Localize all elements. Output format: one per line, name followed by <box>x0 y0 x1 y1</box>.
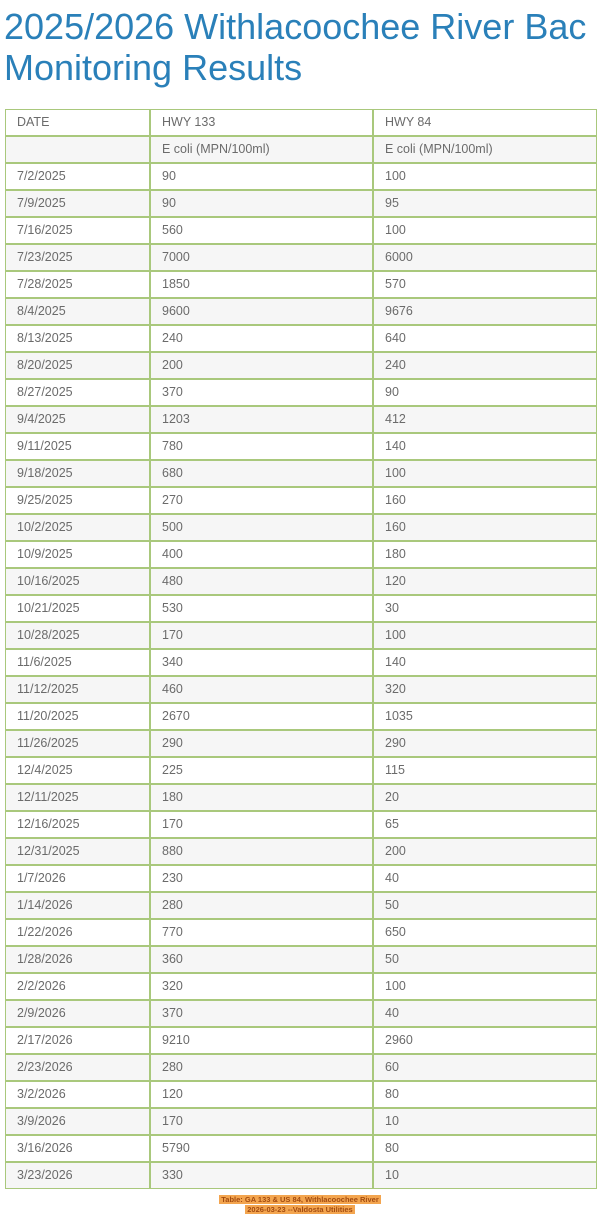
cell-date: 10/21/2025 <box>5 595 150 622</box>
table-row <box>5 784 597 811</box>
cell-date: 2/2/2026 <box>5 973 150 1000</box>
cell-hwy133: 360 <box>150 946 373 973</box>
cell-date: 9/4/2025 <box>5 406 150 433</box>
cell-date: 10/28/2025 <box>5 622 150 649</box>
page-title-line-2: Monitoring Results <box>4 47 303 88</box>
cell-hwy133: 170 <box>150 811 373 838</box>
table-row <box>5 190 597 217</box>
page-title <box>4 6 600 88</box>
table-row <box>5 865 597 892</box>
cell-date: 7/2/2025 <box>5 163 150 190</box>
cell-hwy84: 100 <box>373 973 597 1000</box>
cell-hwy133: 9210 <box>150 1027 373 1054</box>
cell-hwy84: 6000 <box>373 244 597 271</box>
cell-hwy133: 9600 <box>150 298 373 325</box>
cell-hwy133: 225 <box>150 757 373 784</box>
cell-hwy133: 1203 <box>150 406 373 433</box>
table-row <box>5 919 597 946</box>
cell-hwy84: 10 <box>373 1108 597 1135</box>
cell-hwy84: 30 <box>373 595 597 622</box>
cell-hwy133: 290 <box>150 730 373 757</box>
table-row <box>5 352 597 379</box>
cell-hwy84: 140 <box>373 649 597 676</box>
cell-hwy133: 880 <box>150 838 373 865</box>
cell-date: 12/11/2025 <box>5 784 150 811</box>
cell-hwy84: 50 <box>373 946 597 973</box>
cell-hwy133: 400 <box>150 541 373 568</box>
table-header-row <box>5 109 597 136</box>
table-row <box>5 568 597 595</box>
table-row <box>5 838 597 865</box>
cell-hwy84: 10 <box>373 1162 597 1189</box>
cell-date: 3/23/2026 <box>5 1162 150 1189</box>
cell-hwy133: 780 <box>150 433 373 460</box>
table-row <box>5 460 597 487</box>
table-row <box>5 379 597 406</box>
subheader-ecoli-hwy133: E coli (MPN/100ml) <box>150 136 373 163</box>
table-caption <box>0 1195 600 1215</box>
cell-date: 8/27/2025 <box>5 379 150 406</box>
table-row <box>5 811 597 838</box>
cell-hwy84: 240 <box>373 352 597 379</box>
subheader-ecoli-hwy84: E coli (MPN/100ml) <box>373 136 597 163</box>
table-row <box>5 757 597 784</box>
cell-hwy133: 330 <box>150 1162 373 1189</box>
cell-hwy84: 80 <box>373 1081 597 1108</box>
cell-hwy84: 100 <box>373 622 597 649</box>
table-subheader-row <box>5 136 597 163</box>
cell-date: 12/16/2025 <box>5 811 150 838</box>
table-row <box>5 1108 597 1135</box>
cell-date: 1/14/2026 <box>5 892 150 919</box>
cell-hwy133: 500 <box>150 514 373 541</box>
table-row <box>5 703 597 730</box>
cell-hwy133: 530 <box>150 595 373 622</box>
page-title-line-1: 2025/2026 Withlacoochee River Bac <box>4 6 587 47</box>
cell-hwy84: 50 <box>373 892 597 919</box>
cell-date: 7/16/2025 <box>5 217 150 244</box>
cell-hwy84: 60 <box>373 1054 597 1081</box>
cell-hwy84: 290 <box>373 730 597 757</box>
column-header-date: DATE <box>5 109 150 136</box>
cell-hwy84: 140 <box>373 433 597 460</box>
cell-date: 3/16/2026 <box>5 1135 150 1162</box>
cell-hwy84: 200 <box>373 838 597 865</box>
table-row <box>5 1054 597 1081</box>
table-row <box>5 973 597 1000</box>
cell-date: 9/18/2025 <box>5 460 150 487</box>
cell-hwy133: 370 <box>150 379 373 406</box>
cell-hwy84: 65 <box>373 811 597 838</box>
cell-hwy84: 640 <box>373 325 597 352</box>
table-row <box>5 217 597 244</box>
cell-date: 11/26/2025 <box>5 730 150 757</box>
cell-hwy84: 9676 <box>373 298 597 325</box>
cell-date: 3/2/2026 <box>5 1081 150 1108</box>
cell-date: 10/9/2025 <box>5 541 150 568</box>
cell-hwy84: 570 <box>373 271 597 298</box>
cell-hwy133: 320 <box>150 973 373 1000</box>
table-row <box>5 1081 597 1108</box>
cell-hwy84: 80 <box>373 1135 597 1162</box>
cell-hwy133: 1850 <box>150 271 373 298</box>
cell-hwy133: 340 <box>150 649 373 676</box>
cell-hwy84: 120 <box>373 568 597 595</box>
table-row <box>5 1027 597 1054</box>
cell-hwy84: 95 <box>373 190 597 217</box>
cell-hwy133: 170 <box>150 1108 373 1135</box>
cell-hwy133: 370 <box>150 1000 373 1027</box>
table-row <box>5 622 597 649</box>
cell-hwy84: 100 <box>373 217 597 244</box>
table-row <box>5 163 597 190</box>
cell-hwy133: 120 <box>150 1081 373 1108</box>
table-row <box>5 946 597 973</box>
cell-hwy133: 280 <box>150 892 373 919</box>
caption-line-2 <box>0 1205 600 1215</box>
table-row <box>5 1135 597 1162</box>
cell-date: 1/28/2026 <box>5 946 150 973</box>
cell-hwy84: 40 <box>373 1000 597 1027</box>
cell-hwy133: 170 <box>150 622 373 649</box>
cell-date: 2/17/2026 <box>5 1027 150 1054</box>
cell-hwy84: 160 <box>373 487 597 514</box>
cell-hwy84: 160 <box>373 514 597 541</box>
cell-date: 7/28/2025 <box>5 271 150 298</box>
cell-hwy84: 650 <box>373 919 597 946</box>
column-header-hwy133: HWY 133 <box>150 109 373 136</box>
cell-hwy133: 7000 <box>150 244 373 271</box>
table-row <box>5 244 597 271</box>
cell-date: 8/20/2025 <box>5 352 150 379</box>
cell-hwy84: 90 <box>373 379 597 406</box>
cell-hwy84: 20 <box>373 784 597 811</box>
cell-date: 7/23/2025 <box>5 244 150 271</box>
cell-hwy133: 180 <box>150 784 373 811</box>
table-body <box>5 163 597 1189</box>
cell-date: 1/7/2026 <box>5 865 150 892</box>
table-row <box>5 433 597 460</box>
table-row <box>5 676 597 703</box>
column-header-hwy84: HWY 84 <box>373 109 597 136</box>
cell-hwy133: 560 <box>150 217 373 244</box>
cell-hwy133: 270 <box>150 487 373 514</box>
cell-hwy84: 412 <box>373 406 597 433</box>
table-row <box>5 1000 597 1027</box>
cell-hwy133: 680 <box>150 460 373 487</box>
table-row <box>5 325 597 352</box>
cell-hwy84: 320 <box>373 676 597 703</box>
cell-hwy84: 115 <box>373 757 597 784</box>
cell-date: 8/13/2025 <box>5 325 150 352</box>
cell-hwy133: 90 <box>150 190 373 217</box>
cell-date: 1/22/2026 <box>5 919 150 946</box>
table-row <box>5 487 597 514</box>
cell-hwy133: 230 <box>150 865 373 892</box>
cell-hwy84: 100 <box>373 460 597 487</box>
table-row <box>5 514 597 541</box>
table-row <box>5 1162 597 1189</box>
cell-hwy84: 1035 <box>373 703 597 730</box>
cell-date: 3/9/2026 <box>5 1108 150 1135</box>
table-row <box>5 406 597 433</box>
cell-date: 11/20/2025 <box>5 703 150 730</box>
caption-line-2-text: 2026-03-23 --Valdosta Utilities <box>247 1205 353 1214</box>
table-row <box>5 298 597 325</box>
caption-line-1 <box>0 1195 600 1205</box>
table-row <box>5 730 597 757</box>
table-row <box>5 271 597 298</box>
cell-date: 8/4/2025 <box>5 298 150 325</box>
cell-date: 2/9/2026 <box>5 1000 150 1027</box>
cell-hwy133: 460 <box>150 676 373 703</box>
cell-date: 12/31/2025 <box>5 838 150 865</box>
cell-date: 11/6/2025 <box>5 649 150 676</box>
monitoring-results-table <box>5 109 597 1189</box>
cell-hwy133: 280 <box>150 1054 373 1081</box>
cell-hwy84: 100 <box>373 163 597 190</box>
cell-hwy133: 770 <box>150 919 373 946</box>
cell-hwy133: 5790 <box>150 1135 373 1162</box>
cell-hwy133: 200 <box>150 352 373 379</box>
table-row <box>5 541 597 568</box>
cell-date: 10/2/2025 <box>5 514 150 541</box>
cell-hwy133: 2670 <box>150 703 373 730</box>
cell-date: 11/12/2025 <box>5 676 150 703</box>
cell-date: 2/23/2026 <box>5 1054 150 1081</box>
caption-line-1-text: Table: GA 133 & US 84, Withlacoochee River <box>221 1195 379 1204</box>
cell-date: 7/9/2025 <box>5 190 150 217</box>
table-row <box>5 892 597 919</box>
cell-hwy133: 480 <box>150 568 373 595</box>
table-row <box>5 595 597 622</box>
cell-date: 9/11/2025 <box>5 433 150 460</box>
subheader-empty <box>5 136 150 163</box>
cell-hwy133: 90 <box>150 163 373 190</box>
cell-hwy133: 240 <box>150 325 373 352</box>
cell-hwy84: 40 <box>373 865 597 892</box>
cell-hwy84: 2960 <box>373 1027 597 1054</box>
cell-date: 10/16/2025 <box>5 568 150 595</box>
table-row <box>5 649 597 676</box>
cell-hwy84: 180 <box>373 541 597 568</box>
cell-date: 12/4/2025 <box>5 757 150 784</box>
cell-date: 9/25/2025 <box>5 487 150 514</box>
